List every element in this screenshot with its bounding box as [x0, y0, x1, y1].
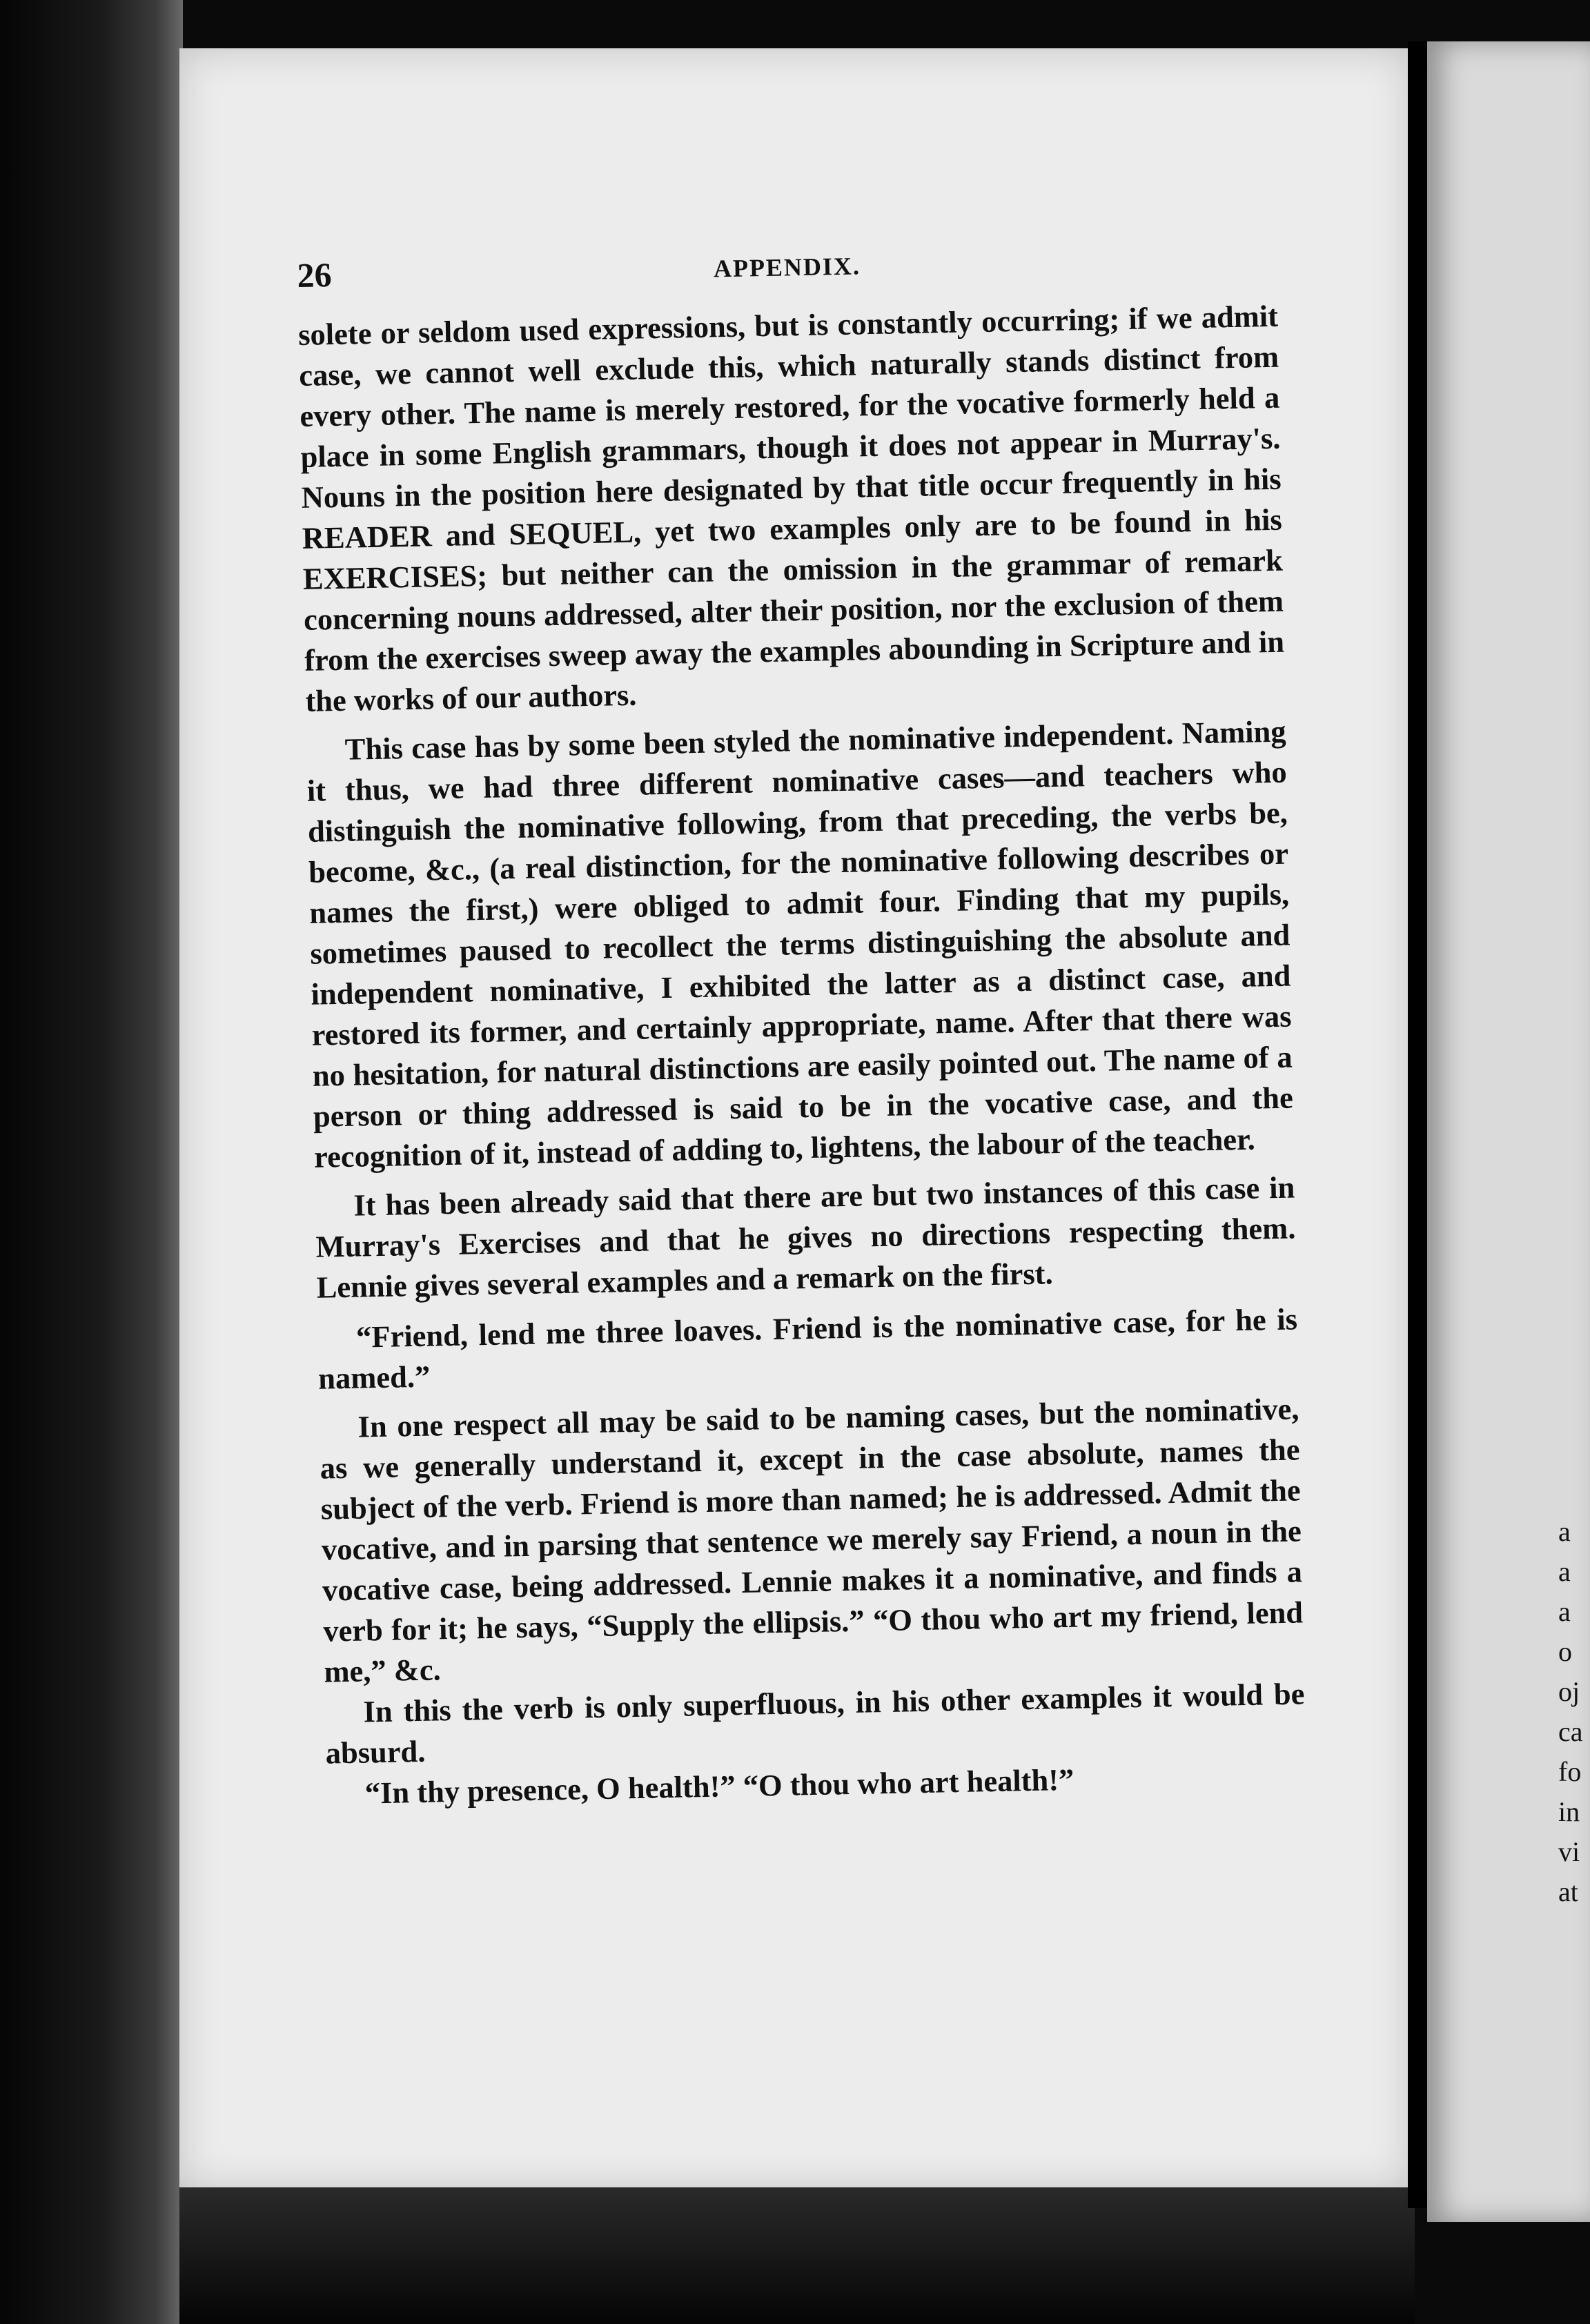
margin-letter: at	[1558, 1876, 1578, 1907]
margin-letter: a	[1558, 1516, 1571, 1547]
paragraph-3: It has been already said that there are but two instances of this case in Murray's Exercises and that he gives no directions respecting them. Lennie gives several examples and a remark on the first.	[315, 1170, 1296, 1305]
running-head: APPENDIX.	[713, 252, 861, 283]
margin-letter: ca	[1558, 1716, 1583, 1747]
page-number: 26	[297, 255, 333, 295]
quotation-health: “In thy presence, O health!” “O thou who art health!”	[364, 1762, 1074, 1811]
margin-letter: a	[1558, 1556, 1571, 1587]
paragraph-2: This case has by some been styled the nominative independent. Naming it thus, we had three different nominative cases—and teachers who distinguish the nominative following, from that preceding, the verbs be, become, &c., (a real distinction, for the nominative following describes or names the first,) were obliged to admit four. Finding that my pupils, sometimes paused to recollect the terms distinguishing the absolute and independent nominative, I exhibited the latter as a distinct case, and restored its former, and certainly appropriate, name. After that there was no hesitation, for natural distinctions are easily pointed out. The name of a person or thing addressed is said to be in the vocative case, and the recognition of it, instead of adding to, lightens, the labour of the teacher.	[306, 713, 1294, 1174]
quotation-friend: “Friend, lend me three loaves. Friend is the nominative case, for he is named.”	[317, 1301, 1298, 1396]
page-text-block	[297, 237, 1306, 1815]
page-bottom-shadow	[179, 2187, 1415, 2324]
margin-letter: o	[1558, 1636, 1572, 1667]
paragraph-4: In one respect all may be said to be naming cases, but the nominative, as we generally understand it, except in the case absolute, names the subject of the verb. Friend is more than named; he is addressed. Admit the vocative, and in parsing that sentence we merely say Friend, a noun in the vocative case, being addressed. Lennie makes it a nominative, and finds a verb for it; he says, “Supply the ellipsis.” “O thou who art my friend, lend me,” &c.	[320, 1391, 1304, 1689]
book-gutter	[1408, 41, 1429, 2208]
adjacent-page-margin-text	[1558, 1518, 1586, 1918]
margin-letter: fo	[1558, 1756, 1582, 1787]
margin-letter: in	[1558, 1796, 1580, 1827]
margin-letter: vi	[1558, 1836, 1580, 1867]
paragraph-5: In this the verb is only superfluous, in his other examples it would be absurd.	[325, 1676, 1305, 1771]
margin-letter: a	[1558, 1596, 1571, 1627]
left-binding-shadow	[0, 0, 183, 2324]
margin-letter: oj	[1558, 1676, 1580, 1707]
paragraph-1: solete or seldom used expressions, but is constantly occurring; if we admit case, we cannot well exclude this, which naturally stands distinct from every other. The name is merely restored, for the vocative formerly held a place in some English grammars, though it does not appear in Murray's. Nouns in the position here designated by that title occur frequently in his READER and SEQUEL, yet two examples only are to be found in his EXERCISES; but neither can the omission in the grammar of remark concerning nouns addressed, alter their position, nor the exclusion of them from the exercises sweep away the examples abounding in Scripture and in the works of our authors.	[297, 298, 1285, 718]
